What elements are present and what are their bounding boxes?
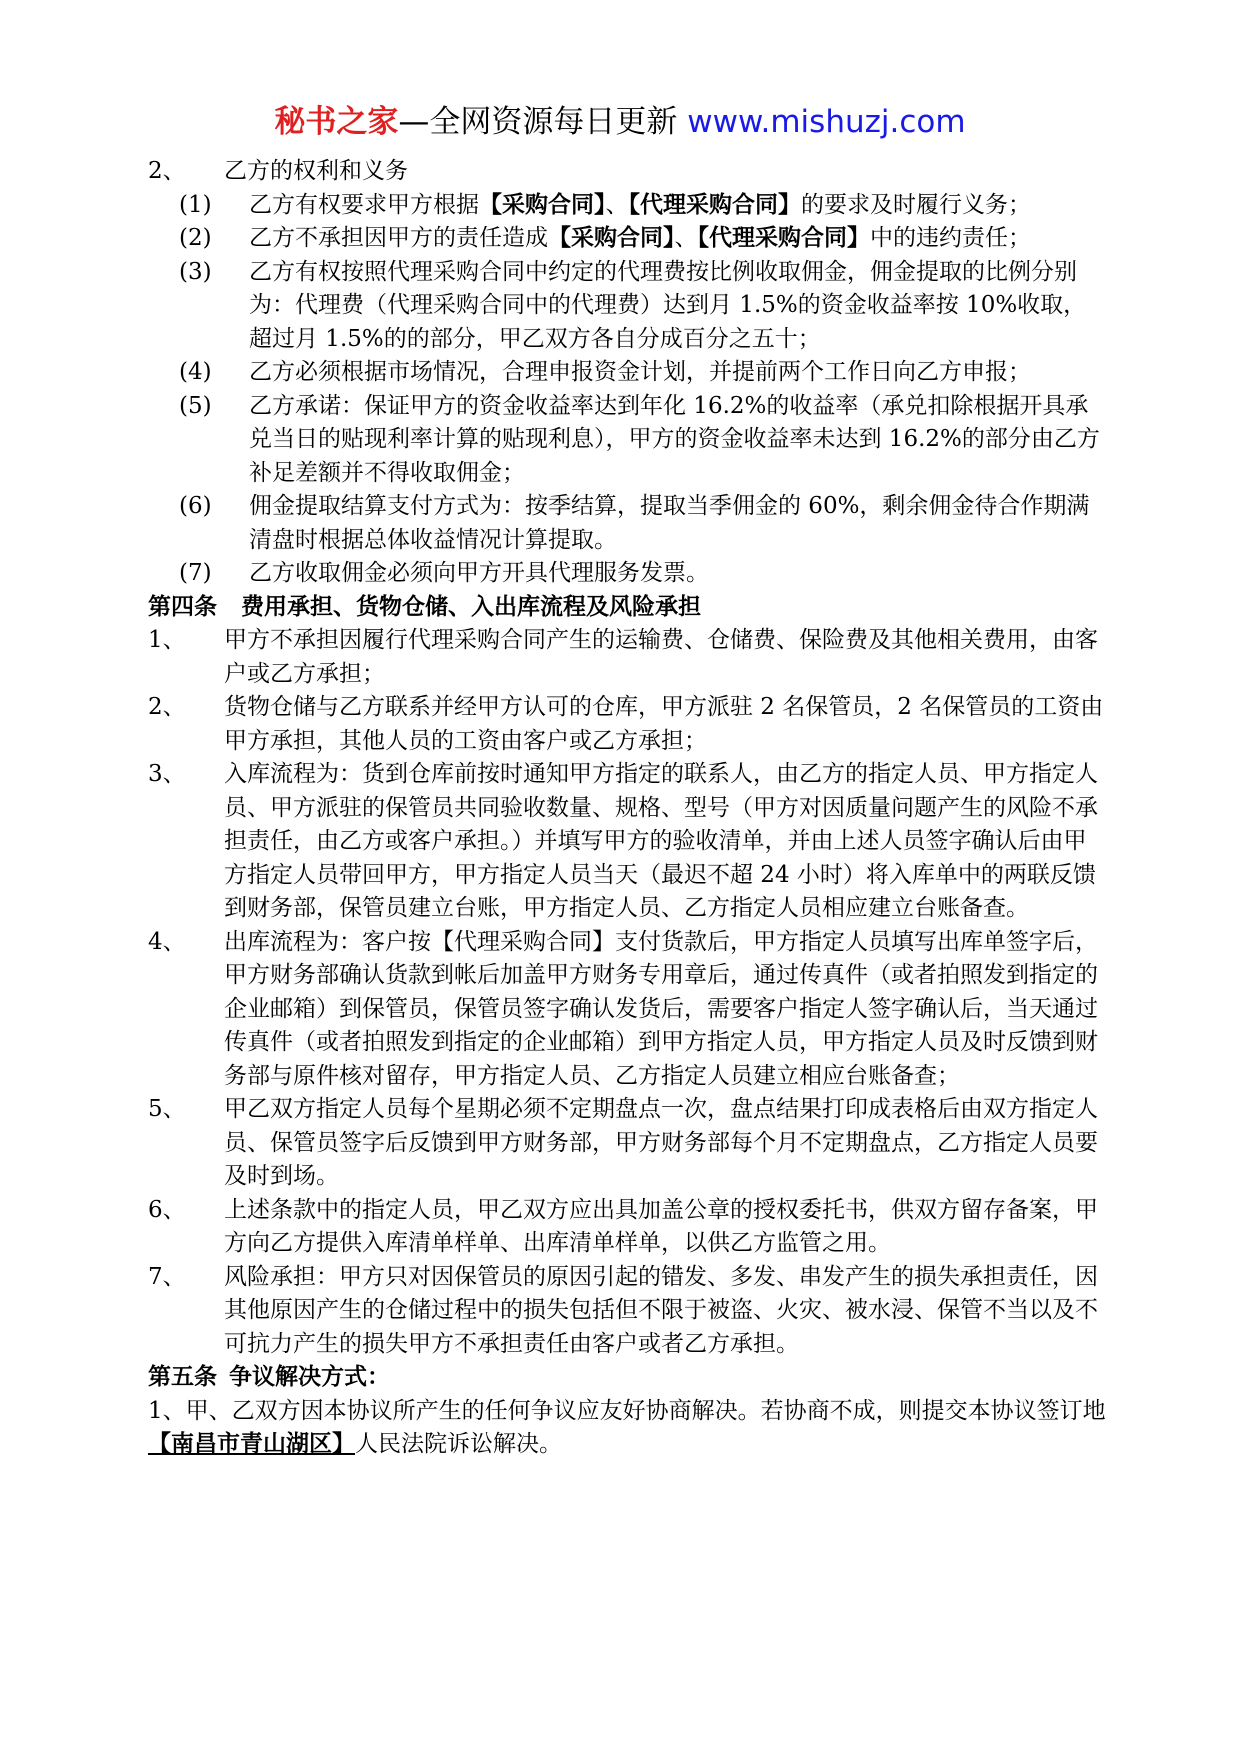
contract-keyword: 【代理采购合同】 xyxy=(628,191,801,218)
item-number: (2) xyxy=(179,225,212,251)
item-number: (7) xyxy=(179,560,212,586)
item-text: 出库流程为：客户按【代理采购合同】支付货款后，甲方指定人员填写出库单签字后，甲方财务部确认货款到帐后加盖甲方财务专用章后，通过传真件（或者拍照发到指定的企业邮箱）到保管员，保管员签字确认发货后，需要客户指定人签字确认后，当天通过传真件（或者拍照发到指定的企业邮箱）到甲方指定人员，甲方指定人员及时反馈到财务部与原件核对留存，甲方指定人员、乙方指定人员建立相应台账备查； xyxy=(224,928,1098,1089)
list-item xyxy=(148,222,1108,256)
item-text: 佣金提取结算支付方式为：按季结算，提取当季佣金的 60%，剩余佣金待合作期满清盘时根据总体收益情况计算提取。 xyxy=(249,493,1090,553)
item-text: 甲方不承担因履行代理采购合同产生的运输费、仓储费、保险费及其他相关费用，由客户或乙方承担； xyxy=(224,627,1098,687)
item-text: 甲乙双方指定人员每个星期必须不定期盘点一次，盘点结果打印成表格后由双方指定人员、保管员签字后反馈到甲方财务部，甲方财务部每个月不定期盘点，乙方指定人员要及时到场。 xyxy=(224,1096,1098,1189)
contract-keyword: 【采购合同】 xyxy=(479,191,606,218)
item-text: 上述条款中的指定人员，甲乙双方应出具加盖公章的授权委托书，供双方留存备案，甲方向乙方提供入库清单样单、出库清单样单，以供乙方监管之用。 xyxy=(224,1196,1098,1256)
item-text: 乙方不承担因甲方的责任造成【采购合同】、【代理采购合同】中的违约责任； xyxy=(249,225,1031,251)
item-number: 3、 xyxy=(148,761,186,787)
list-item xyxy=(148,1261,1108,1362)
court-location: 【南昌市青山湖区】 xyxy=(148,1431,355,1457)
list-item xyxy=(148,1194,1108,1261)
article-5-heading xyxy=(148,1361,1108,1395)
article-title: 费用承担、货物仓储、入出库流程及风险承担 xyxy=(241,593,701,620)
item-number: (5) xyxy=(179,392,212,419)
header-slogan: —全网资源每日更新 xyxy=(398,104,678,140)
list-item xyxy=(148,189,1108,223)
contract-keyword: 【代理采购合同】 xyxy=(697,225,870,251)
list-item xyxy=(148,356,1108,390)
dispute-paragraph: 1、甲、乙双方因本协议所产生的任何争议应友好协商解决。若协商不成，则提交本协议签订地【南昌市青山湖区】人民法院诉讼解决。 xyxy=(148,1397,1106,1457)
item-number: (6) xyxy=(179,493,212,519)
article-label: 第五条 xyxy=(148,1364,217,1390)
article-4-heading xyxy=(148,591,1108,625)
list-item xyxy=(148,256,1108,357)
list-item xyxy=(148,1093,1108,1194)
item-text: 货物仓储与乙方联系并经甲方认可的仓库，甲方派驻 2 名保管员，2 名保管员的工资由甲方承担，其他人员的工资由客户或乙方承担； xyxy=(224,694,1104,754)
item-number: (3) xyxy=(179,258,212,285)
contract-keyword: 【采购合同】 xyxy=(548,225,675,251)
item-text: 乙方必须根据市场情况，合理申报资金计划，并提前两个工作日向乙方申报； xyxy=(249,359,1031,385)
list-item xyxy=(148,557,1108,591)
list-item xyxy=(148,390,1108,491)
item-text: 乙方有权按照代理采购合同中约定的代理费按比例收取佣金，佣金提取的比例分别为：代理费（代理采购合同中的代理费）达到月 1.5%的资金收益率按 10%收取，超过月 1.5%的的部分，甲乙双方各自分成百分之五十； xyxy=(249,258,1087,352)
item-number: 2、 xyxy=(148,694,186,720)
item-number: 7、 xyxy=(148,1263,186,1290)
item-number: (4) xyxy=(179,359,212,385)
section-number: 2、 xyxy=(148,158,186,184)
page-header xyxy=(0,100,1240,144)
section-2-heading xyxy=(148,155,1108,189)
item-text: 风险承担：甲方只对因保管员的原因引起的错发、多发、串发产生的损失承担责任，因其他原因产生的仓储过程中的损失包括但不限于被盗、火灾、被水浸、保管不当以及不可抗力产生的损失甲方不承担责任由客户或者乙方承担。 xyxy=(224,1263,1098,1357)
item-text: 乙方承诺：保证甲方的资金收益率达到年化 16.2%的收益率（承兑扣除根据开具承兑当日的贴现利率计算的贴现利息），甲方的资金收益率未达到 16.2%的部分由乙方补足差额并不得收取佣金； xyxy=(249,392,1100,486)
list-item xyxy=(148,926,1108,1094)
header-brand: 秘书之家 xyxy=(274,104,399,140)
article-label: 第四条 xyxy=(148,593,217,620)
header-url[interactable]: www.mishuzj.com xyxy=(687,104,966,140)
item-number: 5、 xyxy=(148,1096,186,1122)
list-item xyxy=(148,624,1108,691)
item-text: 乙方有权要求甲方根据【采购合同】、【代理采购合同】的要求及时履行义务； xyxy=(249,191,1031,218)
item-number: (1) xyxy=(179,191,212,218)
item-number: 4、 xyxy=(148,928,186,955)
item-text: 乙方收取佣金必须向甲方开具代理服务发票。 xyxy=(249,560,709,586)
list-item xyxy=(148,758,1108,926)
document-body xyxy=(148,155,1108,1462)
section-title: 乙方的权利和义务 xyxy=(224,158,408,184)
list-item xyxy=(148,490,1108,557)
item-number: 6、 xyxy=(148,1196,186,1223)
article-title: 争议解决方式： xyxy=(229,1364,390,1390)
list-item xyxy=(148,691,1108,758)
item-text: 入库流程为：货到仓库前按时通知甲方指定的联系人，由乙方的指定人员、甲方指定人员、甲方派驻的保管员共同验收数量、规格、型号（甲方对因质量问题产生的风险不承担责任，由乙方或客户承担。）并填写甲方的验收清单，并由上述人员签字确认后由甲方指定人员带回甲方，甲方指定人员当天（最迟不超 24 小时）将入库单中的两联反馈到财务部，保管员建立台账，甲方指定人员、乙方指定人员相应建立台账备查。 xyxy=(224,761,1098,921)
item-number: 1、 xyxy=(148,627,186,653)
